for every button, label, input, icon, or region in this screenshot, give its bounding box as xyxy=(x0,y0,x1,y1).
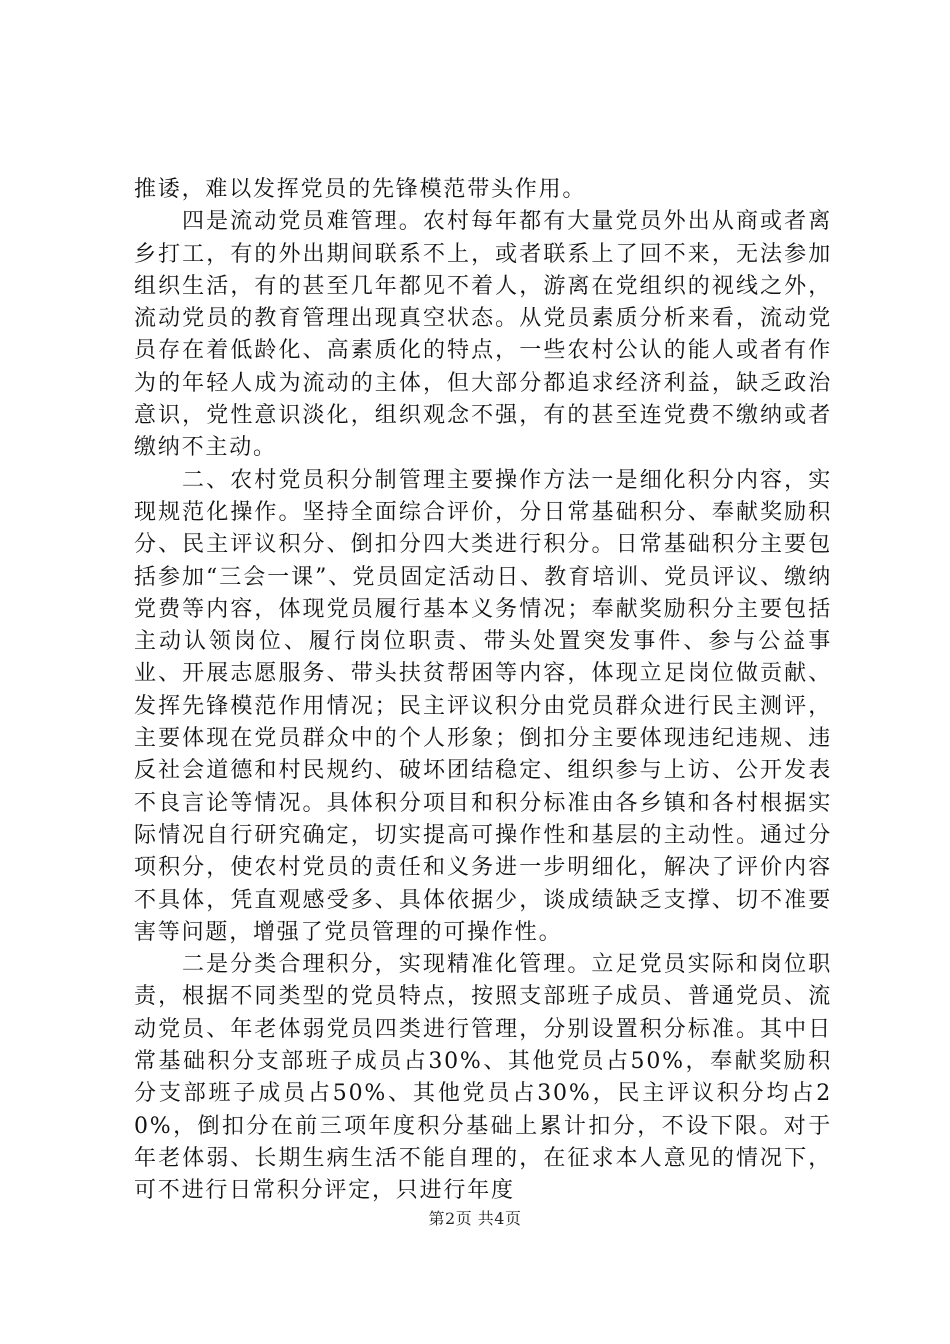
paragraph-continuation: 推诿，难以发挥党员的先锋模范带头作用。 xyxy=(134,177,587,202)
paragraph-points-content: 二、农村党员积分制管理主要操作方法一是细化积分内容，实现规范化操作。坚持全面综合评价，分日常基础积分、奉献奖励积分、民主评议积分、倒扣分四大类进行积分。日常基础积分主要包括参加“三会一课”、党员固定活动日、教育培训、党员评议、缴纳党费等内容，体现党员履行基本义务情况；奉献奖励积分主要包括主动认领岗位、履行岗位职责、带头处置突发事件、参与公益事业、开展志愿服务、带头扶贫帮困等内容，体现立足岗位做贡献、发挥先锋模范作用情况；民主评议积分由党员群众进行民主测评，主要体现在党员群众中的个人形象；倒扣分主要体现违纪违规、违反社会道德和村民规约、破坏团结稳定、组织参与上访、公开发表不良言论等情况。具体积分项目和积分标准由各乡镇和各村根据实际情况自行研究确定，切实提高可操作性和基层的主动性。通过分项积分，使农村党员的责任和义务进一步明细化，解决了评价内容不具体，凭直观感受多、具体依据少，谈成绩缺乏支撑、切不准要害等问题，增强了党员管理的可操作性。 xyxy=(134,467,832,945)
paragraph-floating-members: 四是流动党员难管理。农村每年都有大量党员外出从商或者离乡打工，有的外出期间联系不上，或者联系上了回不来，无法参加组织生活，有的甚至几年都见不着人，游离在党组织的视线之外，流动党员的教育管理出现真空状态。从党员素质分析来看，流动党员存在着低龄化、高素质化的特点，一些农村公认的能人或者有作为的年轻人成为流动的主体，但大部分都追求经济利益，缺乏政治意识，党性意识淡化，组织观念不强，有的甚至连党费不缴纳或者缴纳不主动。 xyxy=(134,209,832,461)
page-footer xyxy=(0,1209,950,1229)
page-number-label: 第2页 共4页 xyxy=(428,1209,522,1228)
document-body xyxy=(134,174,832,1208)
paragraph-classified-points: 二是分类合理积分，实现精准化管理。立足党员实际和岗位职责，根据不同类型的党员特点，按照支部班子成员、普通党员、流动党员、年老体弱党员四类进行管理，分别设置积分标准。其中日常基础积分支部班子成员占30%、其他党员占50%，奉献奖励积分支部班子成员占50%、其他党员占30%，民主评议积分均占20%，倒扣分在前三项年度积分基础上累计扣分，不设下限。对于年老体弱、长期生病生活不能自理的，在征求本人意见的情况下，可不进行日常积分评定，只进行年度 xyxy=(134,952,832,1204)
